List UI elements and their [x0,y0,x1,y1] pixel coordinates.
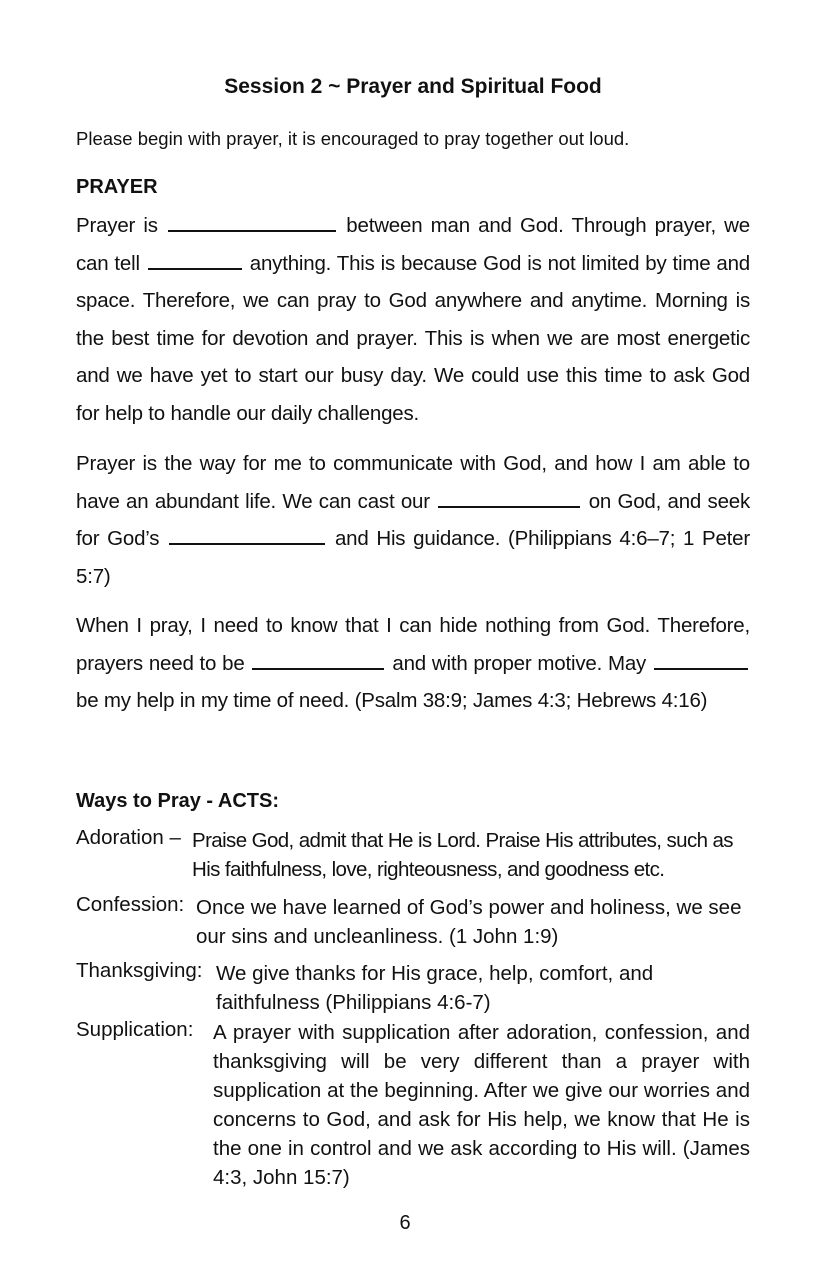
fill-in-blank[interactable] [654,667,748,670]
paragraph-prayer-definition [76,207,750,432]
acts-term: Supplication: [76,1018,194,1041]
intro-text: Please begin with prayer, it is encouraged to pray together out loud. [76,128,630,149]
acts-term: Thanksgiving: [76,959,203,982]
text-segment: When I pray, I need to know that I can hide nothing from God. Therefore, prayers need to be [76,614,750,675]
ways-to-pray-heading: Ways to Pray - ACTS: [76,790,279,812]
fill-in-blank[interactable] [438,505,580,508]
session-title: Session 2 ~ Prayer and Spiritual Food [224,75,602,98]
fill-in-blank[interactable] [252,667,384,670]
fill-in-blank[interactable] [148,267,242,270]
text-segment: be my help in my time of need. (Psalm 38:9; James 4:3; Hebrews 4:16) [76,689,708,712]
text-segment: Prayer is [76,214,158,237]
fill-in-blank[interactable] [169,542,325,545]
prayer-heading: PRAYER [76,176,158,198]
text-segment: and His guidance. (Philippians 4:6–7; 1 Peter 5:7) [76,527,751,588]
acts-term: Adoration – [76,826,181,849]
paragraph-honesty [76,607,750,720]
acts-description: Once we have learned of God’s power and holiness, we see our sins and uncleanliness. (1 John 1:9) [196,896,742,948]
acts-description: Praise God, admit that He is Lord. Praise His attributes, such as His faithfulness, love, righteousness, and goodness etc. [192,829,733,881]
acts-description: A prayer with supplication after adoration, confession, and thanksgiving will be very different than a prayer with supplication at the beginning. After we give our worries and concerns to God, and ask for His help, we know that He is the one in control and we ask according to His will. (James 4:3, John 15:7) [213,1021,750,1189]
text-segment: and with proper motive. May [392,651,647,675]
text-segment: between man and God. Through prayer, we can tell [76,214,750,275]
text-segment: on God, and seek for God’s [76,489,751,550]
acts-description: We give thanks for His grace, help, comfort, and faithfulness (Philippians 4:6-7) [216,962,654,1014]
acts-term: Confession: [76,893,185,916]
text-segment: anything. This is because God is not limited by time and space. Therefore, we can pray to God anywhere and anytime. Morning is the best time for devotion and prayer. This is when we are most energetic and we have yet to start our busy day. We could use this time to ask God for help to handle our daily challenges. [76,251,750,425]
page-number: 6 [399,1212,411,1234]
text-segment: Prayer is the way for me to communicate with God, and how I am able to have an abundant life. We can cast our [76,452,750,513]
fill-in-blank[interactable] [168,229,336,232]
paragraph-communication [76,445,750,595]
